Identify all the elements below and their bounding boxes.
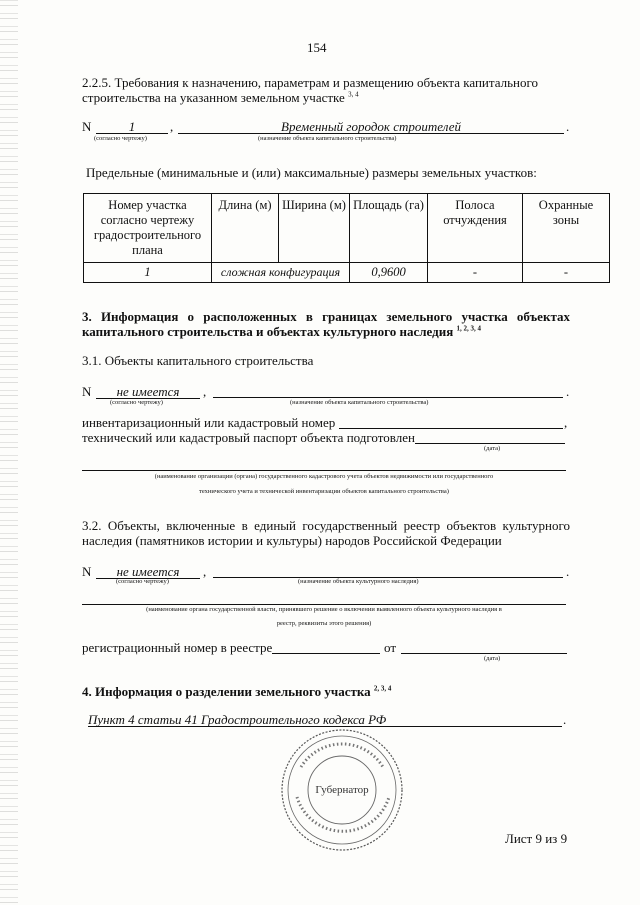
header-area: Площадь (га) — [350, 194, 428, 263]
passport-date-caption: (дата) — [484, 445, 501, 452]
period: . — [566, 384, 570, 399]
cell-plot-number: 1 — [84, 263, 212, 283]
section-3-heading: 3. Информация о расположенных в границах земельного участка объектах капитального строительства и объектах культурного наследия $^{1, 2, 3, 4}$ — [82, 309, 570, 339]
governor-seal — [279, 727, 405, 853]
section-3-2-text: 3.2. Объекты, включенные в единый государственный реестр объектов культурного наследия (памятников истории и культуры) народов Российской Федерации — [82, 518, 570, 548]
period: . — [566, 119, 570, 134]
passport-label: технический или кадастровый паспорт объекта подготовлен — [82, 430, 415, 445]
cell-area: 0,9600 — [350, 263, 428, 283]
cadastral-org-line — [82, 470, 566, 471]
n-label: N — [82, 119, 92, 134]
sheet-number: Лист 9 из 9 — [505, 831, 568, 846]
registry-date-caption: (дата) — [484, 655, 501, 662]
land-plot-table — [83, 193, 610, 283]
passport-date-line — [415, 443, 565, 444]
inventory-number-line — [339, 428, 563, 429]
inventory-number-label: инвентаризационный или кадастровый номер — [82, 415, 336, 430]
period: . — [563, 712, 567, 727]
purpose-caption: (назначение объекта капитального строительства) — [258, 135, 397, 142]
object-number-field: 1 — [96, 119, 168, 134]
n-label-3-1: N — [82, 384, 92, 399]
header-width: Ширина (м) — [279, 194, 350, 263]
comma: , — [170, 119, 174, 134]
header-exclusion-strip: Полоса отчуждения — [428, 194, 523, 263]
n-label-3-2: N — [82, 564, 92, 579]
header-protection-zones: Охранные зоны — [523, 194, 610, 263]
capital-object-purpose-line — [213, 397, 563, 398]
from-label: от — [384, 640, 397, 655]
comma: , — [564, 415, 568, 430]
cell-dimensions: сложная конфигурация — [212, 263, 350, 283]
cell-exclusion-strip: - — [428, 263, 523, 283]
heritage-purpose-caption: (назначение объекта культурного наследия) — [298, 578, 419, 585]
capital-object-number-field: не имеется — [96, 384, 200, 399]
n-caption: (согласно чертежу) — [94, 135, 147, 142]
comma: , — [203, 384, 207, 399]
n-caption-3-1: (согласно чертежу) — [110, 399, 163, 406]
seal-center-text: Губернатор — [315, 784, 369, 796]
purpose-caption-3-1: (назначение объекта капитального строительства) — [290, 399, 429, 406]
n-caption-3-2: (согласно чертежу) — [116, 578, 169, 585]
limits-title: Предельные (минимальные и (или) максимальные) размеры земельных участков: — [86, 165, 537, 180]
authority-line — [82, 604, 566, 605]
page-number: 154 — [307, 40, 327, 55]
object-purpose-field: Временный городок строителей — [178, 119, 564, 134]
heritage-object-number-field: не имеется — [96, 564, 200, 579]
cadastral-org-caption: (наименование организации (органа) государственного кадастрового учета объектов недвижимости или государственного технического учета и технической инвентаризации объектов капитального строительства) — [154, 473, 494, 495]
scan-edge — [0, 0, 18, 905]
authority-caption: (наименование органа государственной власти, принявшего решение о включении выявленного объекта культурного наследия в реестр, реквизиты этого решения) — [146, 606, 502, 627]
registry-number-label: регистрационный номер в реестре — [82, 640, 273, 655]
section-4-heading: 4. Информация о разделении земельного участка $^{2, 3, 4}$ — [82, 684, 392, 699]
registry-date-line — [401, 653, 567, 654]
section-2-2-5-heading: 2.2.5. Требования к назначению, параметрам и размещению объекта капитального строительства на указанном земельном участке $^{3, 4}$ — [82, 75, 538, 105]
header-plot-number: Номер участка согласно чертежу градостроительного плана — [84, 194, 212, 263]
period: . — [566, 564, 570, 579]
cell-protection-zones: - — [523, 263, 610, 283]
registry-number-line — [272, 653, 380, 654]
division-info-field: Пункт 4 статьи 41 Градостроительного кодекса РФ — [88, 712, 562, 727]
comma: , — [203, 564, 207, 579]
header-length: Длина (м) — [212, 194, 279, 263]
section-3-1-title: 3.1. Объекты капитального строительства — [82, 353, 314, 368]
